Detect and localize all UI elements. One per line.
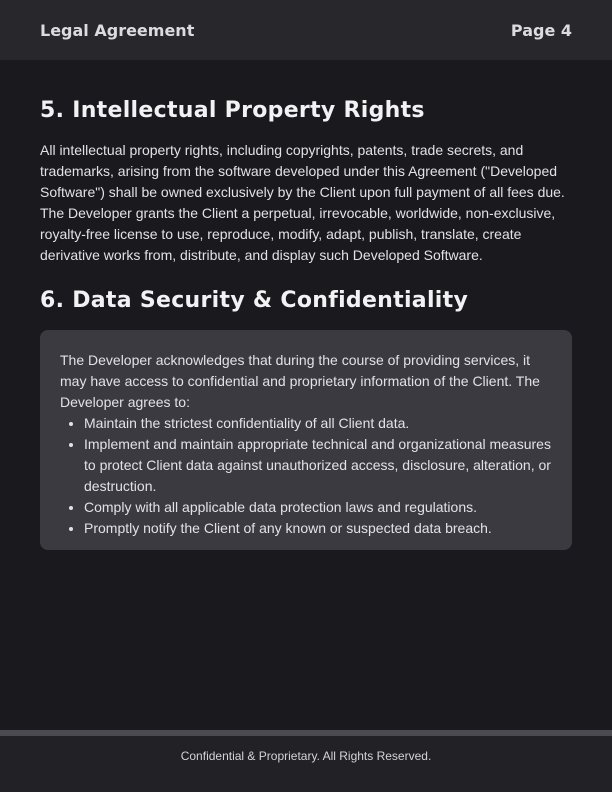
section-5-body [40,140,572,266]
list-item: • Comply with all applicable data protection laws and regulations. [84,497,552,518]
list-item: • Maintain the strictest confidentiality of all Client data. [84,413,552,434]
section-5-paragraph-2: The Developer grants the Client a perpetual, irrevocable, worldwide, non-exclusive, royalty-free license to use, reproduce, modify, adapt, publish, translate, create derivative works from, distribute, and display such Developed Software. [40,205,556,263]
section-6-intro: The Developer acknowledges that during the course of providing services, it may have access to confidential and proprietary information of the Client. The Developer agrees to: [60,352,540,410]
footer-text: Confidential & Proprietary. All Rights Reserved. [180,749,432,763]
obligations-list [60,413,552,539]
document-header [0,0,612,60]
section-5-paragraph-1: All intellectual property rights, including copyrights, patents, trade secrets, and trademarks, arising from the software developed under this Agreement ("Developed Software") shall be owned exclusively by the Client upon full payment of all fees due. [40,142,565,200]
confidentiality-box [40,330,572,550]
section-6-heading: 6. Data Security & Confidentiality [40,288,469,313]
document-footer [0,736,612,792]
document-title: Legal Agreement [40,20,195,40]
list-item: • Promptly notify the Client of any known or suspected data breach. [84,518,552,539]
page-number: Page 4 [510,20,572,40]
list-item: • Implement and maintain appropriate technical and organizational measures to protect Client data against unauthorized access, disclosure, alteration, or destruction. [84,434,552,497]
section-5-heading: 5. Intellectual Property Rights [40,98,425,123]
